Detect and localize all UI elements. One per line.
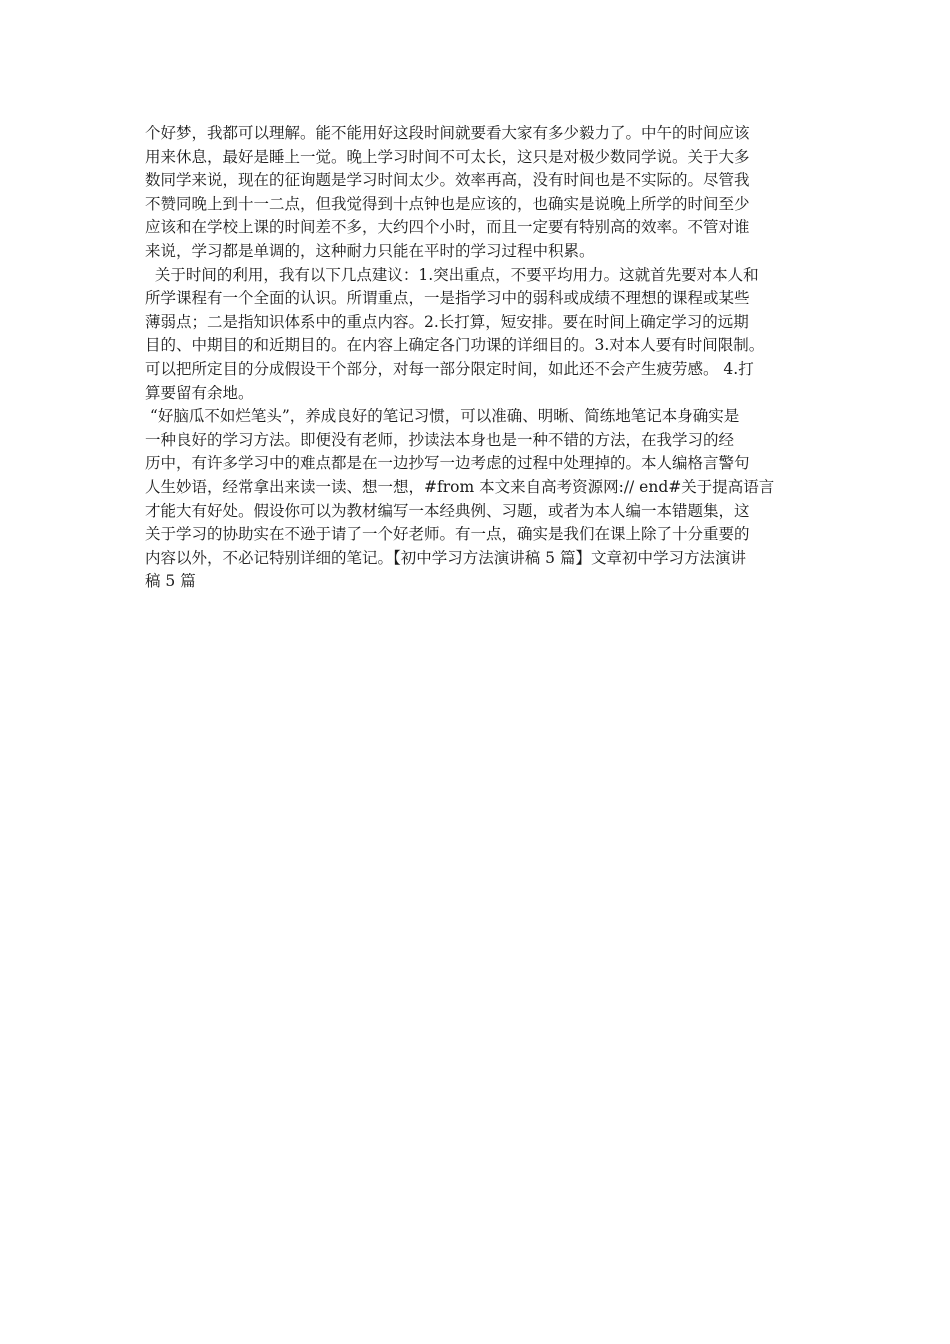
text-line: 来说，学习都是单调的，这种耐力只能在平时的学习过程中积累。 — [145, 241, 595, 260]
text-line: 数同学来说，现在的征询题是学习时间太少。效率再高，没有时间也是不实际的。尽管我 — [145, 171, 750, 190]
text-line: 关于时间的利用，我有以下几点建议：1.突出重点，不要平均用力。这就首先要对本人和 — [145, 265, 759, 284]
text-line: 内容以外，不必记特别详细的笔记。【初中学习方法演讲稿 5 篇】文章初中学习方法演讲 — [145, 548, 746, 567]
text-line: “好脑瓜不如烂笔头”，养成良好的笔记习惯，可以准确、明晰、简练地笔记本身确实是 — [145, 407, 740, 426]
text-line: 人生妙语，经常拿出来读一读、想一想，#from 本文来自高考资源网:// end#关于提高语言 — [145, 477, 775, 496]
text-line: 一种良好的学习方法。即便没有老师，抄读法本身也是一种不错的方法，在我学习的经 — [145, 430, 735, 449]
text-line: 用来休息，最好是睡上一觉。晚上学习时间不可太长，这只是对极少数同学说。关于大多 — [145, 147, 750, 166]
text-line: 算要留有余地。 — [145, 383, 254, 402]
text-line: 稿 5 篇 — [145, 572, 196, 591]
text-line: 历中，有许多学习中的难点都是在一边抄写一边考虑的过程中处理掉的。本人编格言警句 — [145, 454, 750, 473]
text-line: 个好梦，我都可以理解。能不能用好这段时间就要看大家有多少毅力了。中午的时间应该 — [145, 124, 750, 142]
text-line: 薄弱点；二是指知识体系中的重点内容。2.长打算，短安排。要在时间上确定学习的远期 — [145, 312, 749, 331]
document-body — [145, 122, 835, 594]
text-line: 应该和在学校上课的时间差不多，大约四个小时，而且一定要有特别高的效率。不管对谁 — [145, 218, 750, 237]
text-line: 关于学习的协助实在不逊于请了一个好老师。有一点，确实是我们在课上除了十分重要的 — [145, 525, 750, 544]
text-line: 目的、中期目的和近期目的。在内容上确定各门功课的详细目的。3.对本人要有时间限制。 — [145, 336, 765, 355]
text-line: 所学课程有一个全面的认识。所谓重点，一是指学习中的弱科或成绩不理想的课程或某些 — [145, 289, 750, 308]
text-line: 才能大有好处。假设你可以为教材编写一本经典例、习题，或者为本人编一本错题集，这 — [145, 501, 750, 520]
text-line: 可以把所定目的分成假设干个部分，对每一部分限定时间，如此还不会产生疲劳感。 4.打 — [145, 359, 754, 378]
text-line: 不赞同晚上到十一二点，但我觉得到十点钟也是应该的，也确实是说晚上所学的时间至少 — [145, 194, 750, 213]
